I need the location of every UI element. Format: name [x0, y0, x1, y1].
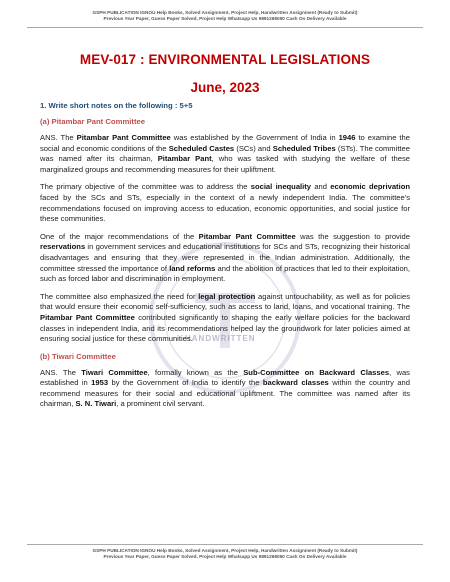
text-run: faced by the SCs and STs, especially in the context of a newly independent India. The committee's recommendations focused on improving access to education, economic opportunities, and social justice for these communities.: [40, 192, 410, 224]
page-title: MEV-017 : ENVIRONMENTAL LEGISLATIONS: [79, 52, 371, 67]
text-run: against untouchability, as well as for policies that would ensure their economic self-sufficiency, such as access to land, loans, and vocational training. The: [40, 291, 410, 312]
bold-term: Sub-Committee on Backward Classes: [243, 367, 390, 377]
text-run: contributed significantly to shaping the early welfare policies for the backward classes in independent India, and its recommendations helped lay the groundwork for later policies aimed at ensuring social justice for these communities.: [40, 312, 410, 344]
footer-line-2: Previous Year Paper, Guess Paper Solved, Project Help Whatsapp Us 9891268050 Cash On Delivery Available: [103, 554, 347, 560]
bold-term: backward classes: [262, 378, 329, 388]
bold-term: Pitambar Pant Committee: [40, 312, 135, 322]
page-subtitle: June, 2023: [190, 80, 260, 95]
text-run: and: [311, 182, 331, 192]
section-a-paragraph-2: [40, 182, 410, 224]
page-header: [30, 10, 420, 23]
watermark-text: HANDWRITTEN: [185, 334, 256, 343]
bold-term: Pitambar Pant Committee: [76, 133, 171, 142]
footer-divider: [27, 544, 423, 545]
section-a-paragraph-1: [40, 133, 410, 175]
text-run: , was established in: [40, 367, 410, 388]
bold-term: 1953: [91, 378, 109, 388]
section-a-heading: (a) Pitambar Pant Committee: [40, 117, 146, 126]
text-run: was the suggestion to provide: [295, 231, 410, 241]
text-run: ANS. The: [40, 367, 82, 377]
bold-term: Pitambar Pant: [157, 154, 212, 164]
text-run: to examine the social and economic conditions of the: [40, 133, 410, 153]
section-b-paragraph-1: [40, 368, 410, 410]
bold-term: land reforms: [169, 263, 216, 273]
bold-term: social inequality: [250, 182, 312, 192]
text-run: , who was tasked with studying the welfare of these marginalized groups and recommending measures for their upliftment.: [40, 154, 410, 174]
bold-term: Pitambar Pant Committee: [198, 231, 296, 241]
document-body: [40, 101, 410, 417]
section-a-paragraph-3: [40, 232, 410, 285]
text-run: One of the major recommendations of the: [40, 231, 199, 241]
bold-term: legal protection: [198, 291, 256, 301]
bold-term: S. N. Tiwari: [75, 399, 117, 409]
text-run: (STs). The committee was named after its chairman,: [40, 143, 410, 164]
bold-term: Tiwari Committee: [81, 367, 148, 377]
bold-term: Scheduled Castes: [168, 143, 235, 153]
text-run: ANS. The: [40, 133, 77, 142]
text-run: and the abolition of practices that led to their exploitation, such as forced labor and discrimination in employment.: [40, 263, 410, 284]
footer-line-1: GSPH PUBLICATION IGNOU Help Books, Solved Assignment, Project Help, Handwritten Assignment (Ready to Submit): [92, 548, 358, 553]
text-run: (SCs) and: [234, 143, 273, 153]
question-heading: 1. Write short notes on the following : 5+5: [40, 101, 193, 110]
text-run: , a prominent civil servant.: [116, 399, 205, 409]
text-run: The primary objective of the committee was to address the: [40, 182, 251, 192]
text-run: within the country and recommend measures for their social and educational upliftment. The committee was named after its chairman,: [40, 378, 410, 409]
text-run: in government services and educational institutions for SCs and STs, recognizing their historical disadvantages and ensuring that they were represented in the Indian administration. Additionally, the committee stressed the importance of: [40, 242, 410, 273]
text-run: by the Government of India to identify the: [108, 378, 263, 388]
section-b-heading: (b) Tiwari Committee: [40, 351, 116, 361]
text-run: was established by the Government of India in: [170, 133, 339, 142]
text-run: The committee also emphasized the need for: [40, 291, 199, 301]
header-line-2: Previous Year Paper, Guess Paper Solved, Project Help Whatsapp Us 9891268050 Cash On Delivery Available: [103, 16, 347, 22]
section-a-paragraph-4: [40, 292, 410, 345]
header-line-1: GSPH PUBLICATION IGNOU Help Books, Solved Assignment, Project Help, Handwritten Assignment (Ready to Submit): [92, 10, 358, 15]
text-run: , formally known as the: [147, 367, 244, 377]
page-footer: [30, 548, 420, 561]
bold-term: reservations: [40, 242, 86, 252]
bold-term: Scheduled Tribes: [272, 143, 336, 153]
bold-term: 1946: [338, 133, 356, 142]
bold-term: economic deprivation: [330, 182, 410, 192]
header-divider: [27, 27, 423, 28]
